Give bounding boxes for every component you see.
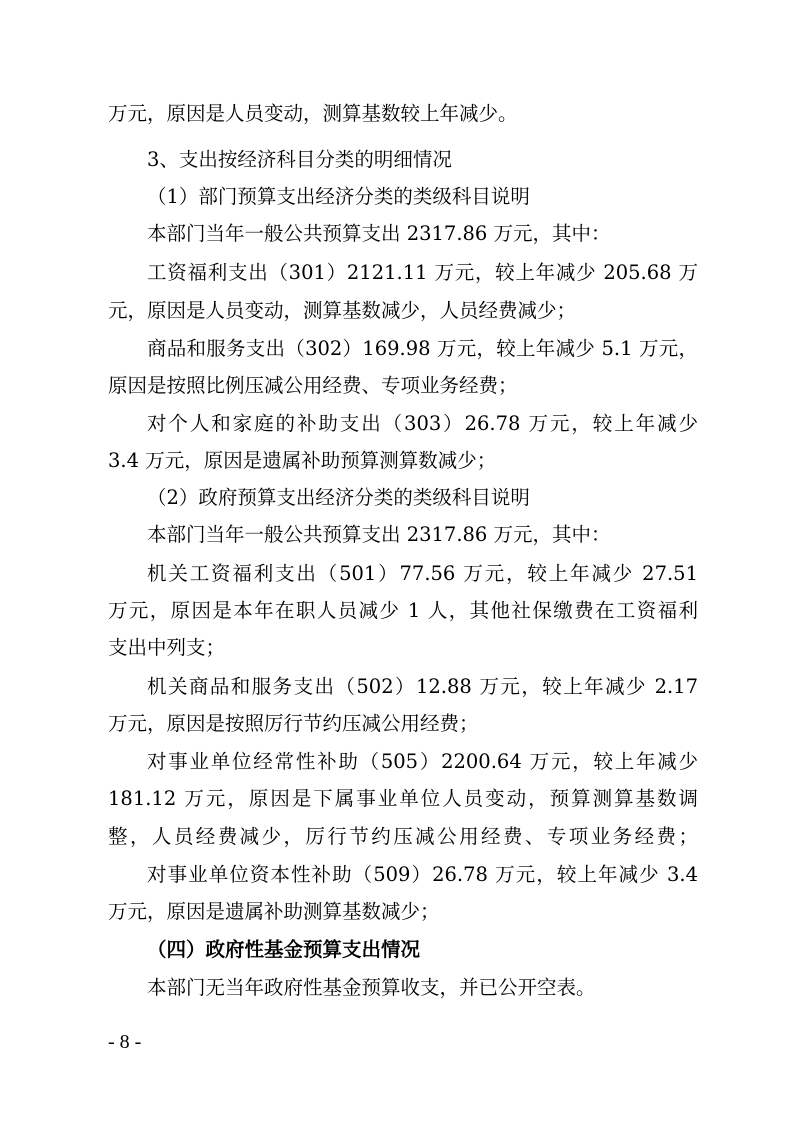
section-heading: 3、支出按经济科目分类的明细情况 [147,148,452,171]
paragraph-line: 本部门当年一般公共预算支出 2317.86 万元，其中： [147,222,611,245]
paragraph-line: 原因是按照比例压减公用经费、专项业务经费； [108,374,518,397]
paragraph-line: 整，人员经费减少，厉行节约压减公用经费、专项业务经费； [108,825,698,848]
paragraph-line: 对事业单位资本性补助（509）26.78 万元，较上年减少 3.4 [147,863,698,886]
paragraph-line: 万元，原因是人员变动，测算基数较上年减少。 [108,102,518,125]
paragraph-line: 本部门当年一般公共预算支出 2317.86 万元，其中： [147,523,611,546]
paragraph-line: 181.12 万元，原因是下属事业单位人员变动，预算测算基数调 [108,787,698,810]
paragraph-line: 机关商品和服务支出（502）12.88 万元，较上年减少 2.17 [147,675,698,698]
paragraph-line: 3.4 万元，原因是遗属补助预算测算数减少； [108,449,497,472]
paragraph-line: 万元，原因是按照厉行节约压减公用经费； [108,712,479,735]
subsection-heading: （1）部门预算支出经济分类的类级科目说明 [147,185,530,208]
paragraph-line: 工资福利支出（301）2121.11 万元，较上年减少 205.68 万 [147,261,698,284]
paragraph-line: 商品和服务支出（302）169.98 万元，较上年减少 5.1 万元， [147,337,698,360]
subsection-heading: （2）政府预算支出经济分类的类级科目说明 [147,486,530,509]
paragraph-line: 万元，原因是本年在职人员减少 1 人，其他社保缴费在工资福利 [108,599,698,622]
page-number: - 8 - [108,1031,142,1053]
section-title-bold: （四）政府性基金预算支出情况 [147,938,421,961]
paragraph-line: 本部门无当年政府性基金预算收支，并已公开空表。 [147,976,596,999]
paragraph-line: 支出中列支； [108,636,226,659]
paragraph-line: 对个人和家庭的补助支出（303）26.78 万元，较上年减少 [147,412,698,435]
paragraph-line: 元，原因是人员变动，测算基数减少，人员经费减少； [108,299,577,322]
paragraph-line: 万元，原因是遗属补助测算基数减少； [108,900,440,923]
paragraph-line: 机关工资福利支出（501）77.56 万元，较上年减少 27.51 [147,562,698,585]
paragraph-line: 对事业单位经常性补助（505）2200.64 万元，较上年减少 [147,750,698,773]
